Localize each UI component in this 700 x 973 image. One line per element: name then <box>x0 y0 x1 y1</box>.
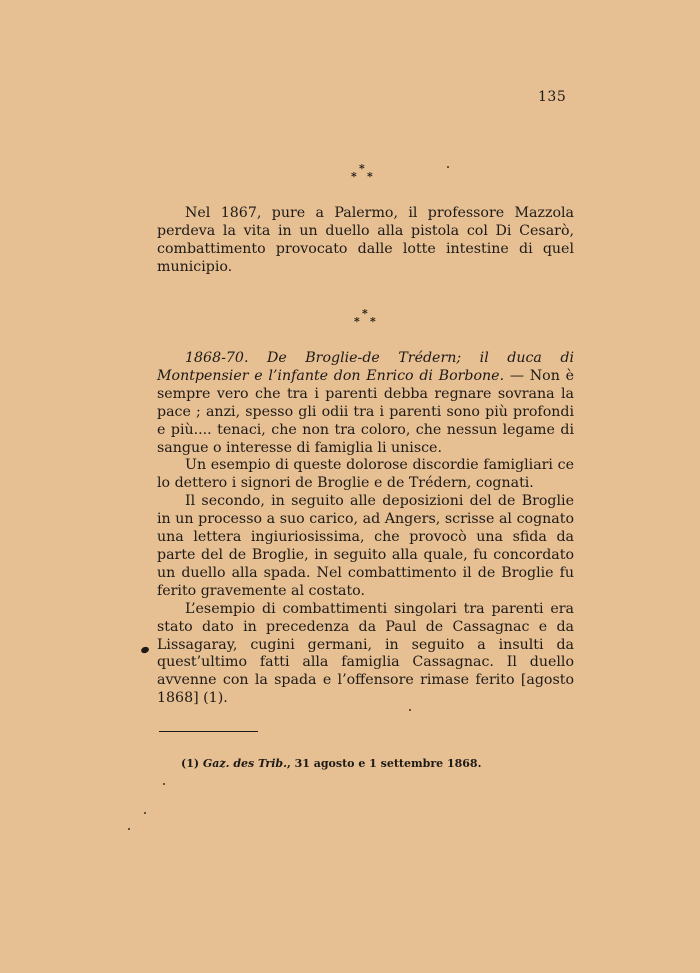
asterisk: * <box>354 315 360 328</box>
paper-speck <box>447 166 449 168</box>
page-number: 135 <box>538 89 567 105</box>
asterisk: * <box>359 162 365 175</box>
asterisk: * <box>362 307 368 320</box>
asterisk: * <box>367 170 373 183</box>
section-heading: 1868-70. De Broglie-de Trédern; il duca di Montpensier e l’infante don Enrico di Borbone. <box>157 350 574 384</box>
paragraph-3: Il secondo, in seguito alle deposizioni del de Broglie in un processo a suo carico, ad Angers, scrisse al cognato una lettera ingiuriosissima, che provocò una sfida da parte del de Broglie, in seguito alla quale, fu concordato un duello alla spada. Nel combattimento il de Broglie fu ferito gravemente al costato. <box>157 493 574 599</box>
intro-text: — Non è sempre vero che tra i parenti debba regnare sovrana la pace ; anzi, spesso gli odii tra i parenti sono più profondi e più.... tenaci, che non tra coloro, che nessun legame di sangue o interesse di famiglia li unisce. <box>157 367 574 456</box>
footnote <box>181 757 481 770</box>
section-intro <box>157 350 574 457</box>
paragraph-2: Un esempio di queste dolorose discordie famigliari ce lo dettero i signori de Broglie e de Trédern, cognati. <box>157 457 574 492</box>
section-separator-middle <box>354 308 394 328</box>
footnote-rest: , 31 agosto e 1 settembre 1868. <box>286 757 482 770</box>
paper-speck <box>144 812 146 814</box>
paper-speck <box>128 828 130 830</box>
paper-speck <box>163 783 165 785</box>
footnote-rule <box>159 731 258 732</box>
section-separator-top <box>351 163 391 183</box>
paragraph-4: L’esempio di combattimenti singolari tra parenti era stato dato in precedenza da Paul de Cassagnac e da Lissagaray, cugini germani, in seguito a insulti da quest’ultimo fatti alla famiglia Cassagnac. Il duello avvenne con la spada e l’offensore rimase ferito [agosto 1868] (1). <box>157 600 574 707</box>
footnote-marker: (1) <box>181 757 203 770</box>
asterisk: * <box>351 170 357 183</box>
paper-speck <box>409 709 411 711</box>
paragraph-mazzola <box>157 205 574 277</box>
paragraph-text: Nel 1867, pure a Palermo, il professore Mazzola perdeva la vita in un duello alla pistola col Di Cesarò, combattimento provocato dalle lotte intestine di quel municipio. <box>157 205 574 275</box>
margin-ink-mark <box>140 646 150 654</box>
asterisk: * <box>370 315 376 328</box>
footnote-source: Gaz. des Trib. <box>202 757 287 770</box>
section-broglie <box>157 350 574 708</box>
